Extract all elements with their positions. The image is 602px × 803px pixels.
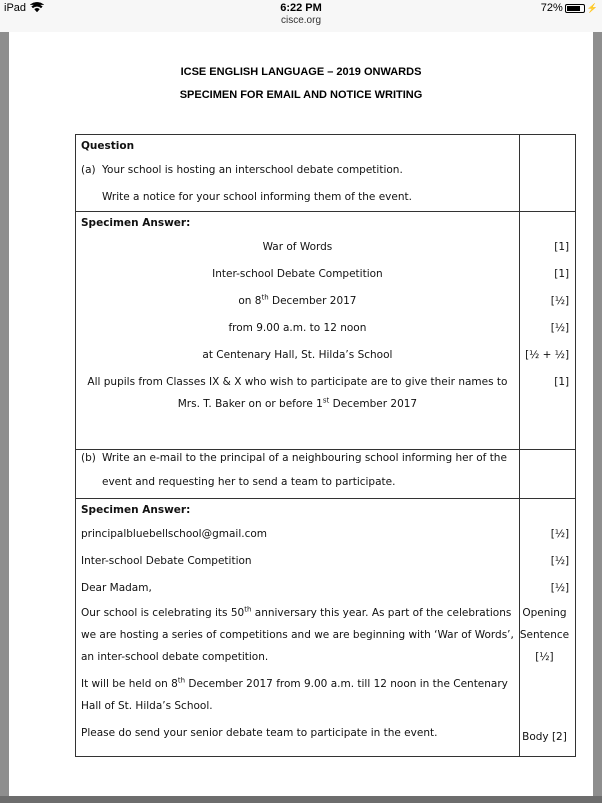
question-a-line-1: (a) Your school is hosting an interschool debate competition. (81, 157, 514, 184)
mark: [½ + ½] (525, 349, 570, 361)
notice-line: Mrs. T. Baker on or before 1st December 2017 (177, 396, 418, 410)
question-a-line-2: Write a notice for your school informing them of the event. (102, 191, 412, 203)
question-header: Question (81, 140, 135, 152)
question-b-row (76, 450, 576, 499)
email-subject: Inter-school Debate Competition (81, 555, 252, 567)
specimen-answer-label: Specimen Answer: (81, 504, 191, 516)
email-paragraph-1-line: we are hosting a series of competitions and we are beginning with ‘War of Words’, (81, 629, 514, 641)
mark: [½] (550, 528, 570, 540)
answer-b-row (76, 499, 576, 757)
mark: [1] (554, 241, 570, 253)
notice-line: from 9.00 a.m. to 12 noon (228, 322, 367, 334)
question-b-line-1: (b) Write an e-mail to the principal of a neighbouring school informing her of the (81, 452, 507, 464)
specimen-answer-label: Specimen Answer: (81, 217, 191, 229)
mark: [1] (554, 268, 570, 280)
document-page (9, 32, 593, 796)
device-name: iPad (4, 2, 27, 14)
mark: Opening (522, 607, 567, 619)
document-title: ICSE ENGLISH LANGUAGE – 2019 ONWARDS (180, 66, 422, 78)
email-address: principalbluebellschool@gmail.com (81, 528, 268, 540)
mark: [½] (550, 322, 570, 334)
email-paragraph-2-line: Hall of St. Hilda’s School. (81, 700, 213, 712)
status-bar (0, 0, 602, 32)
question-b-label: (b) (81, 452, 96, 464)
question-a-row (76, 135, 576, 212)
email-paragraph-3-line: Please do send your senior debate team to participate in the event. (81, 727, 438, 739)
mark: [½] (550, 555, 570, 567)
mark: Sentence (519, 629, 570, 641)
mark: Body [2] (522, 731, 567, 743)
battery-indicator (541, 2, 598, 14)
email-paragraph-2-line: It will be held on 8th December 2017 from 9.00 a.m. till 12 noon in the Centenary (81, 676, 508, 690)
question-a-label: (a) (81, 164, 96, 176)
battery-icon (565, 4, 585, 13)
url-bar[interactable]: cisce.org (280, 15, 321, 26)
question-b-line-2: event and requesting her to send a team to participate. (102, 476, 396, 488)
document-subtitle: SPECIMEN FOR EMAIL AND NOTICE WRITING (179, 89, 423, 101)
page-gap (0, 796, 602, 803)
battery-percent: 72% (540, 2, 563, 14)
notice-line: Inter-school Debate Competition (212, 268, 383, 280)
notice-line: at Centenary Hall, St. Hilda’s School (202, 349, 393, 361)
answer-a-row (76, 212, 576, 450)
mark: [½] (550, 582, 570, 594)
mark: [1] (554, 376, 570, 388)
mark: [½] (550, 295, 570, 307)
question-table (75, 134, 576, 757)
notice-line: All pupils from Classes IX & X who wish to participate are to give their names to (87, 376, 508, 388)
notice-line: War of Words (262, 241, 333, 253)
mark: [½] (535, 651, 554, 663)
email-salutation: Dear Madam, (81, 582, 152, 594)
email-paragraph-1-line: Our school is celebrating its 50th anniversary this year. As part of the celebrations (81, 605, 512, 619)
charging-icon: ⚡ (586, 2, 598, 13)
email-paragraph-1-line: an inter-school debate competition. (81, 651, 269, 663)
clock: 6:22 PM (280, 2, 322, 14)
notice-line: on 8th December 2017 (238, 293, 357, 307)
